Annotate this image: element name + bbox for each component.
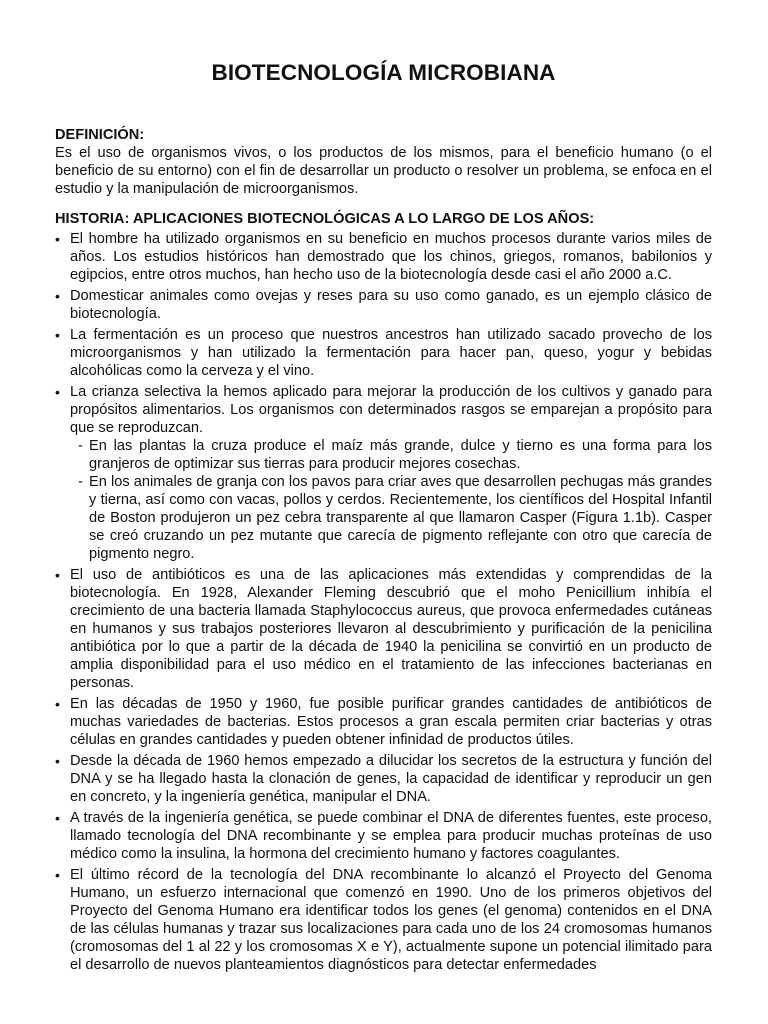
list-item-text: A través de la ingeniería genética, se puede combinar el DNA de diferentes fuentes, este proceso, llamado tecnología del DNA recombinante y se emplea para producir muchas proteínas de uso médico como la insulina, la hormona del crecimiento humano y factores coagulantes. [70, 810, 712, 862]
list-item-text: En las décadas de 1950 y 1960, fue posible purificar grandes cantidades de antibióticos de muchas variedades de bacterias. Estos procesos a gran escala permiten criar bacterias y otras células en grandes cantidades y pueden obtener infinidad de productos útiles. [70, 696, 712, 748]
list-item [55, 326, 712, 380]
list-item [55, 566, 712, 692]
definition-section [55, 126, 712, 198]
list-item-text: La crianza selectiva la hemos aplicado para mejorar la producción de los cultivos y ganado para propósitos alimentarios. Los organismos con determinados rasgos se emparejan a propósito para que se reproduzcan. [70, 384, 712, 436]
list-item [55, 809, 712, 863]
history-list [55, 230, 712, 974]
list-item-text: La fermentación es un proceso que nuestros ancestros han utilizado sacado provecho de los microorganismos y han utilizado la fermentación para hacer pan, queso, yogur y bebidas alcohólicas como la cerveza y el vino. [70, 327, 712, 379]
list-item [55, 230, 712, 284]
list-item-text: Domesticar animales como ovejas y reses para su uso como ganado, es un ejemplo clásico de biotecnología. [70, 288, 712, 322]
list-item-text: El hombre ha utilizado organismos en su beneficio en muchos procesos durante varios miles de años. Los estudios históricos han demostrado que los chinos, griegos, romanos, babilonios y egipcios, entre otros muchos, han hecho uso de la biotecnología desde casi el año 2000 a.C. [70, 231, 712, 283]
list-item [55, 695, 712, 749]
list-item [55, 383, 712, 563]
sub-list-item: - En los animales de granja con los pavos para criar aves que desarrollen pechugas más grandes y tierna, así como con vacas, pollos y cerdos. Recientemente, los científicos del Hospital Infantil de Boston produjeron un pez cebra transparente al que llamaron Casper (Figura 1.1b). Casper se creó cruzando un pez mutante que carecía de pigmento reflejante con otro que carecía de pigmento negro. [70, 473, 712, 563]
definition-text: Es el uso de organismos vivos, o los productos de los mismos, para el beneficio humano (o el beneficio de su entorno) con el fin de desarrollar un producto o resolver un problema, se enfoca en el estudio y la manipulación de microorganismos. [55, 145, 712, 197]
sub-list-item: - En las plantas la cruza produce el maíz más grande, dulce y tierno es una forma para los granjeros de optimizar sus tierras para producir mejores cosechas. [70, 437, 712, 473]
history-section [55, 210, 712, 974]
definition-heading: DEFINICIÓN: [55, 127, 145, 143]
sub-list [70, 437, 712, 563]
list-item [55, 752, 712, 806]
history-heading: HISTORIA: APLICACIONES BIOTECNOLÓGICAS A LO LARGO DE LOS AÑOS: [55, 211, 595, 227]
list-item [55, 287, 712, 323]
list-item-text: Desde la década de 1960 hemos empezado a dilucidar los secretos de la estructura y función del DNA y se ha llegado hasta la clonación de genes, la capacidad de identificar y reproducir un gen en concreto, y la ingeniería genética, manipular el DNA. [70, 753, 712, 805]
list-item [55, 866, 712, 974]
page-title: BIOTECNOLOGÍA MICROBIANA [211, 60, 556, 85]
list-item-text: El uso de antibióticos es una de las aplicaciones más extendidas y comprendidas de la biotecnología. En 1928, Alexander Fleming descubrió que el moho Penicillium inhibía el crecimiento de una bacteria llamada Staphylococcus aureus, que provoca enfermedades cutáneas en humanos y sus trabajos posteriores llevaron al descubrimiento y purificación de la penicilina antibiótica por lo que a partir de la década de 1940 la penicilina se convirtió en un producto de amplia disponibilidad para el uso médico en el tratamiento de las infecciones bacterianas en personas. [70, 567, 712, 691]
list-item-text: El último récord de la tecnología del DNA recombinante lo alcanzó el Proyecto del Genoma Humano, un esfuerzo internacional que comenzó en 1990. Uno de los primeros objetivos del Proyecto del Genoma Humano era identificar todos los genes (el genoma) contenidos en el DNA de las células humanas y trazar sus localizaciones para cada uno de los 24 cromosomas humanos (cromosomas del 1 al 22 y los cromosomas X e Y), actualmente supone un potencial ilimitado para el desarrollo de nuevos planteamientos diagnósticos para detectar enfermedades [70, 867, 712, 973]
